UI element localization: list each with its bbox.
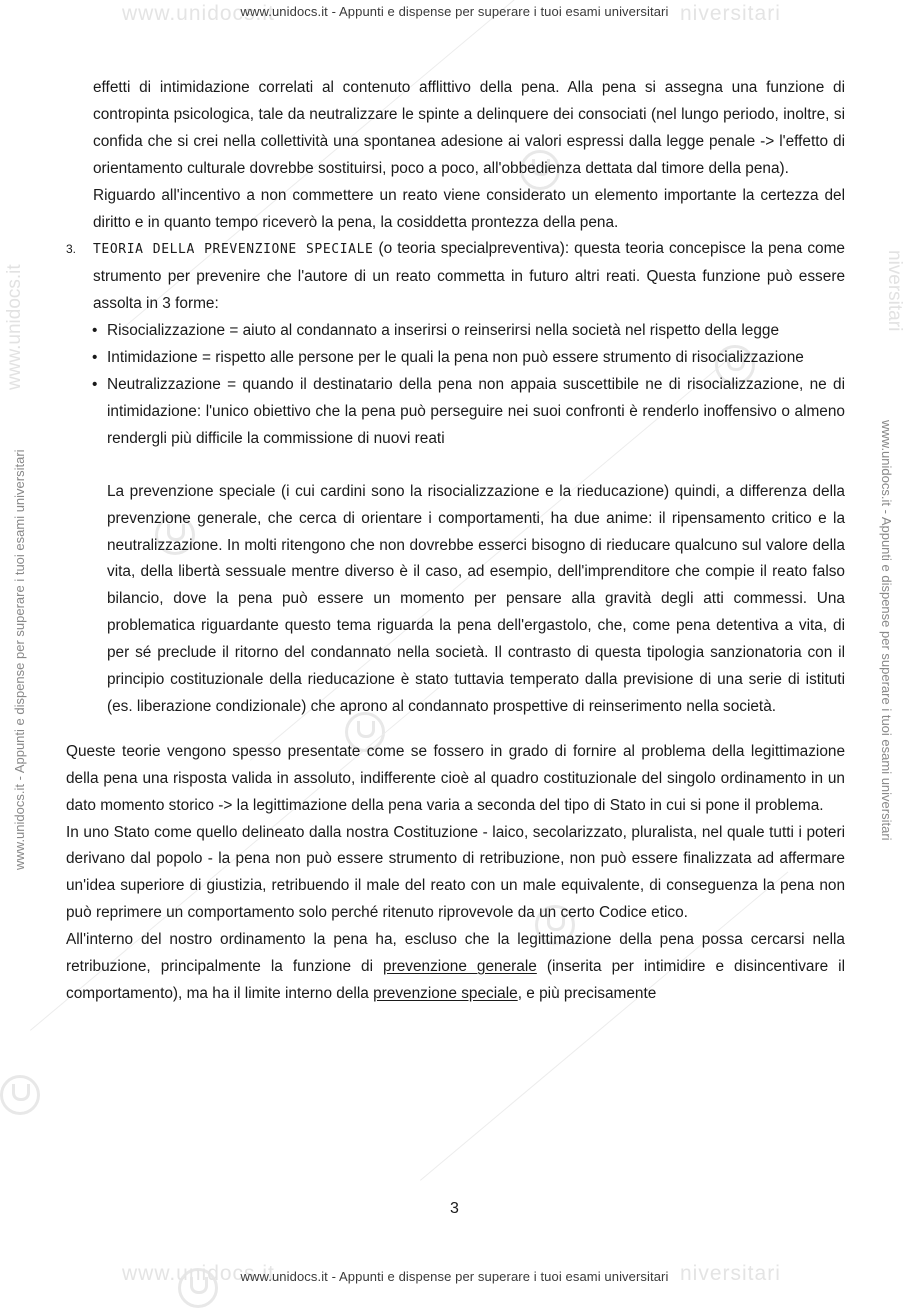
bullet-icon: • <box>92 375 98 393</box>
paragraph-certezza: Riguardo all'incentivo a non commettere un reato viene considerato un elemento importante la certezza del diritto e in quanto tempo riceverò la pena, la cosiddetta prontezza della pena. <box>93 186 845 231</box>
list-item-text: Risocializzazione = aiuto al condannato a inserirsi o reinserirsi nella società nel rispetto della legge <box>107 322 780 340</box>
paragraph-teorie: Queste teorie vengono spesso presentate come se fossero in grado di fornire al problema della legittimazione della pena una risposta valida in assoluto, indifferente cioè al quadro costituzionale del singolo ordinamento in un dato momento storico -> la legittimazione della pena varia a seconda del tipo di Stato in cui si pone il problema. <box>66 742 845 814</box>
watermark-side-left: www.unidocs.it - Appunti e dispense per superare i tuoi esami universitari <box>12 449 27 870</box>
paragraph-ordinamento: All'interno del nostro ordinamento la pena ha, escluso che la legittimazione della pena possa cercarsi nella retribuzione, principalmente la funzione di prevenzione generale (inserita per intimidire e disincentivare il comportamento), ma ha il limite interno della prevenzione speciale, e più precisamente <box>66 931 846 1002</box>
watermark-faint-text: niversitari <box>680 1262 781 1285</box>
paragraph-stato: In uno Stato come quello delineato dalla nostra Costituzione - laico, secolarizzato, pluralista, nel quale tutti i poteri derivano dal popolo - la pena non può essere strumento di retribuzione, non può essere finalizzata ad affermare un'idea superiore di giustizia, retribuendo il male del reato con un male equivalente, di conseguenza la pena non può reprimere un comportamento solo perché ritenuto riprovevole da un certo Codice etico. <box>66 823 845 922</box>
document-body <box>66 75 845 1008</box>
section-text: (o teoria specialpreventiva): questa teoria concepisce la pena come strumento per prevenire che l'autore di un reato commetta in futuro altri reati. Questa funzione può essere assolta in 3 forme: <box>93 240 845 313</box>
watermark-faint-text: www.unidocs.it <box>4 264 25 390</box>
list-item <box>66 372 845 453</box>
bullet-icon: • <box>92 322 98 340</box>
watermark-side-right: www.unidocs.it - Appunti e dispense per superare i tuoi esami universitari <box>879 420 894 841</box>
watermark-faint-text: www.unidocs.it <box>122 1262 275 1285</box>
list-item-teoria-speciale <box>66 236 845 318</box>
underlined-term: prevenzione generale <box>383 958 537 976</box>
page-number: 3 <box>450 1200 459 1217</box>
list-number: 3. <box>66 242 77 257</box>
underlined-term: prevenzione speciale <box>373 985 518 1002</box>
list-item-text: Neutralizzazione = quando il destinatario della pena non appaia suscettibile ne di risocializzazione, ne di intimidazione: l'unico obiettivo che la pena può perseguire nei suoi confronti è renderlo inoffensivo o almeno rendergli più difficile la commissione di nuovi reati <box>107 375 845 447</box>
paragraph-intro: effetti di intimidazione correlati al contenuto afflittivo della pena. Alla pena si assegna una funzione di contropinta psicologica, tale da neutralizzare le spinte a delinquere dei consociati (nel lungo periodo, inoltre, si confida che si crei nella collettività una spontanea adesione ai valori espressi dalla legge penale -> l'effetto di orientamento culturale dovrebbe sostituirsi, poco a poco, all'obbedienza dettata dal timore della pena). <box>93 79 845 177</box>
bullet-icon: • <box>92 349 98 367</box>
list-item <box>66 318 845 345</box>
unidocs-logo-icon <box>0 1075 40 1115</box>
watermark-header: www.unidocs.it - Appunti e dispense per superare i tuoi esami universitari <box>240 4 669 19</box>
watermark-faint-text: niversitari <box>884 250 905 332</box>
watermark-faint-text: www.unidocs.it <box>122 2 275 25</box>
paragraph-prevenzione-speciale: La prevenzione speciale (i cui cardini sono la risocializzazione e la rieducazione) quindi, a differenza della prevenzione generale, che cerca di orientare i comportamenti, ha due anime: il ripensamento critico e la neutralizzazione. In molti ritengono che non dovrebbe esserci bisogno di rieducare qualcuno sul valore della vita, della libertà sessuale mentre diverso è il caso, ad esempio, dell'imprenditore che compie il reato falso bilancio, dove la pena può essere un momento per pensare alla gravità degli atti commessi. Una problematica riguardante questo tema riguarda la pena dell'ergastolo, che, come pena detentiva a vita, di per sé preclude il ritorno del condannato nella società. Il contrasto di questa tipologia sanzionatoria con il principio costituzionale della rieducazione è stato tuttavia temperato dalla previsione di una serie di istituti (es. liberazione condizionale) che aprono al condannato prospettive di reinserimento nella società. <box>107 482 845 715</box>
list-item <box>66 345 845 372</box>
bullet-list <box>66 318 845 453</box>
section-title: TEORIA DELLA PREVENZIONE SPECIALE <box>93 242 374 258</box>
list-item-text: Intimidazione = rispetto alle persone per le quali la pena non può essere strumento di risocializzazione <box>107 349 804 367</box>
watermark-footer: www.unidocs.it - Appunti e dispense per superare i tuoi esami universitari <box>240 1269 669 1284</box>
watermark-faint-text: niversitari <box>680 2 781 25</box>
